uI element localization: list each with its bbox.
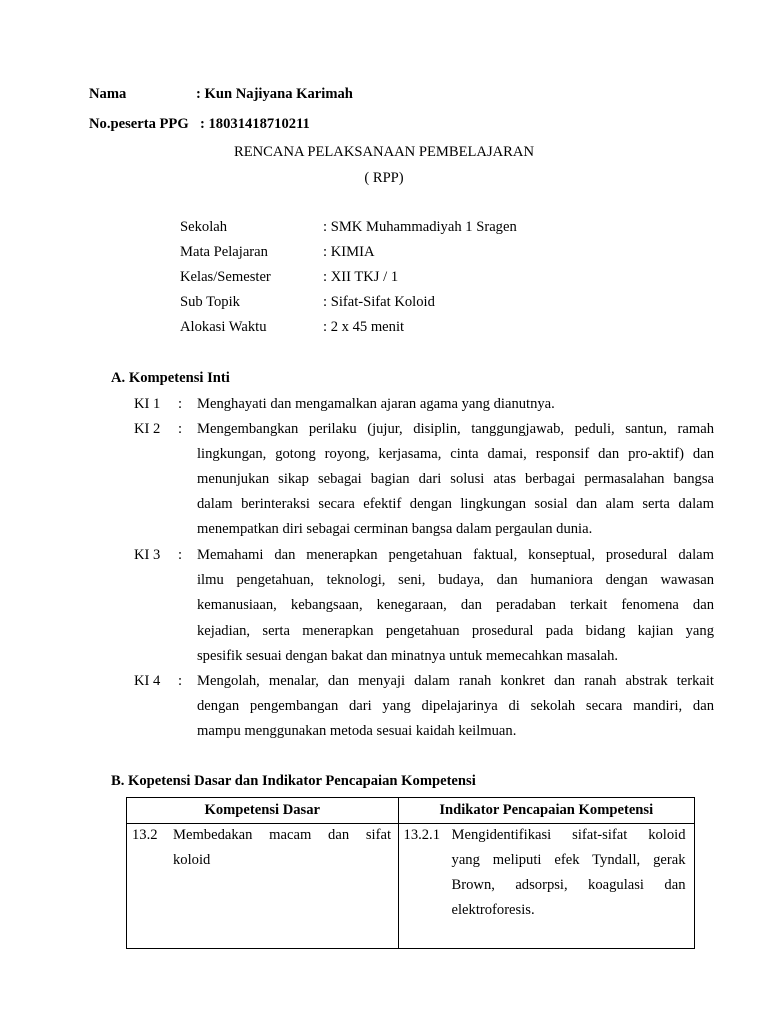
- ki-text-line: Mengolah, menalar, dan menyaji dalam ranah konkret dan ranah abstrak terkait: [197, 673, 714, 689]
- ki-text-line: dalam berinteraksi secara efektif dengan lingkungan sosial dan alam serta dalam: [197, 496, 714, 512]
- ipk-text-line: Mengidentifikasi sifat-sifat koloid: [451, 827, 686, 843]
- ki-text-line: Mengembangkan perilaku (jujur, disiplin, tanggungjawab, peduli, santun, ramah: [197, 421, 714, 437]
- ipk-cell: [398, 824, 694, 949]
- identity-label: Mata Pelajaran: [180, 244, 268, 260]
- peserta-label: No.peserta PPG: [89, 116, 189, 132]
- identity-value: : Sifat-Sifat Koloid: [323, 294, 435, 310]
- document-title: RENCANA PELAKSANAAN PEMBELAJARAN: [233, 144, 534, 160]
- table-header-row: [127, 798, 695, 824]
- kd-column-header: Kompetensi Dasar: [127, 798, 399, 824]
- ki-text-line: mampu menggunakan metoda sesuai kaidah keilmuan.: [197, 723, 517, 739]
- kd-cell: [127, 824, 399, 949]
- table-row: [127, 824, 695, 949]
- ki-separator: :: [178, 673, 183, 689]
- ki-text-line: kejadian, serta menerapkan pengetahuan prosedural pada bidang kajian yang: [197, 623, 714, 639]
- ki-separator: :: [178, 396, 183, 412]
- ki-code: KI 3: [134, 547, 161, 563]
- identity-value: : SMK Muhammadiyah 1 Sragen: [323, 219, 517, 235]
- ki-text-line: menunjukan sikap sebagai bagian dari solusi atas berbagai permasalahan bangsa: [197, 471, 714, 487]
- kd-ipk-table: [126, 797, 695, 949]
- ipk-number: 13.2.1: [403, 827, 440, 843]
- ki-text-line: Memahami dan menerapkan pengetahuan faktual, konseptual, prosedural dalam: [197, 547, 714, 563]
- kd-number: 13.2: [132, 827, 158, 843]
- ki-text-line: Menghayati dan mengamalkan ajaran agama yang dianutnya.: [197, 396, 555, 412]
- ki-text-line: dengan pengembangan dari yang dipelajarinya di sekolah secara mandiri, dan: [197, 698, 714, 714]
- identity-label: Sekolah: [180, 219, 228, 235]
- ki-code: KI 1: [134, 396, 161, 412]
- ipk-text-line: Brown, adsorpsi, koagulasi dan: [451, 877, 686, 893]
- nama-value: : Kun Najiyana Karimah: [196, 86, 353, 102]
- identity-value: : XII TKJ / 1: [323, 269, 399, 285]
- ki-text-line: spesifik sesuai dengan bakat dan minatnya untuk memecahkan masalah.: [197, 648, 619, 664]
- kd-text-line: Membedakan macam dan sifat: [173, 827, 391, 843]
- identity-value: : 2 x 45 menit: [323, 319, 405, 335]
- ki-text-line: lingkungan, gotong royong, kerjasama, cinta damai, responsif dan pro-aktif) dan: [197, 446, 714, 462]
- ki-separator: :: [178, 547, 183, 563]
- section-a-heading: A. Kompetensi Inti: [111, 370, 230, 386]
- nama-label: Nama: [89, 86, 127, 102]
- identity-label: Alokasi Waktu: [180, 319, 267, 335]
- document-subtitle: ( RPP): [364, 170, 404, 186]
- section-b-heading: B. Kopetensi Dasar dan Indikator Pencapaian Kompetensi: [111, 773, 476, 789]
- ki-text-line: menempatkan diri sebagai cerminan bangsa dalam pergaulan dunia.: [197, 521, 593, 537]
- ki-separator: :: [178, 421, 183, 437]
- kd-text-line: koloid: [173, 852, 211, 868]
- ipk-text-line: yang meliputi efek Tyndall, gerak: [451, 852, 686, 868]
- identity-label: Sub Topik: [180, 294, 240, 310]
- identity-label: Kelas/Semester: [180, 269, 271, 285]
- ki-text-line: kemanusiaan, kebangsaan, kenegaraan, dan peradaban terkait fenomena dan: [197, 597, 714, 613]
- peserta-value: : 18031418710211: [200, 116, 310, 132]
- ipk-text-line: elektroforesis.: [451, 902, 535, 918]
- ki-code: KI 4: [134, 673, 161, 689]
- ki-code: KI 2: [134, 421, 161, 437]
- ki-text-line: ilmu pengetahuan, teknologi, seni, budaya, dan humaniora dengan wawasan: [197, 572, 714, 588]
- ipk-column-header: Indikator Pencapaian Kompetensi: [398, 798, 694, 824]
- identity-value: : KIMIA: [323, 244, 375, 260]
